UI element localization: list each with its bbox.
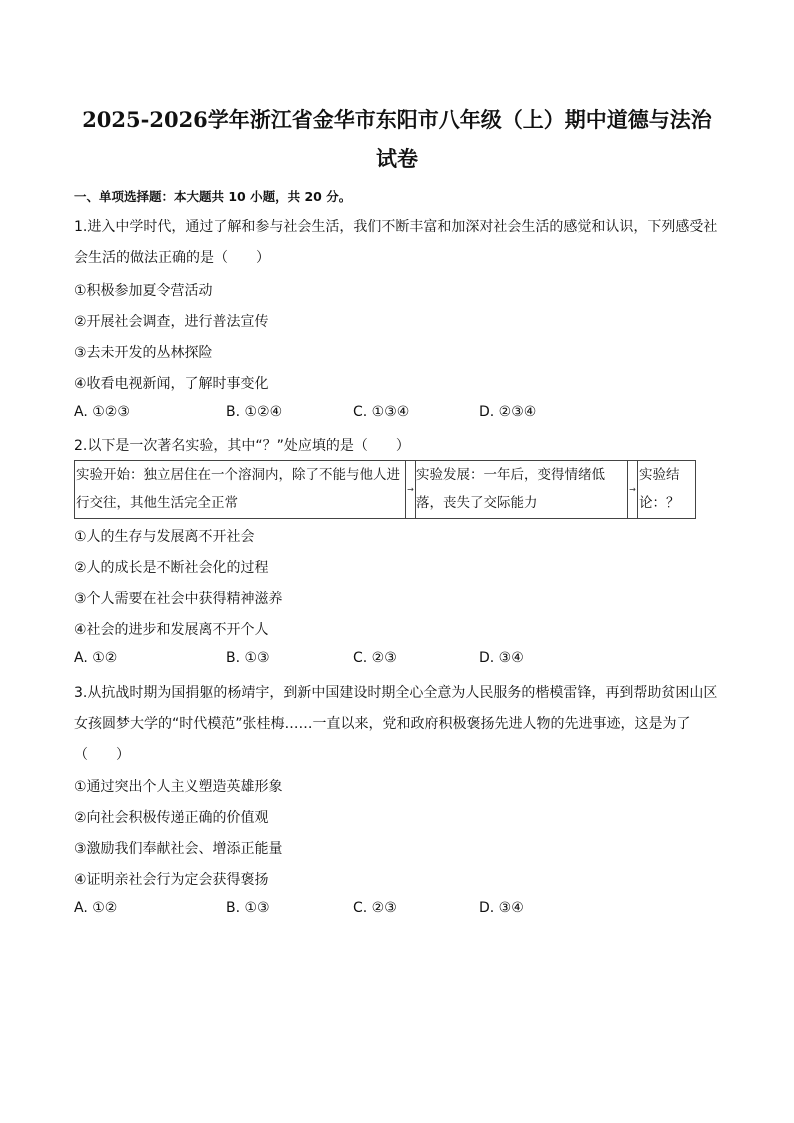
flow-arrow-icon: →: [627, 461, 638, 518]
q1-option-d[interactable]: D. ②③④: [479, 404, 537, 420]
q1-statement-1: ①积极参加夏令营活动: [74, 283, 213, 299]
q2-option-d[interactable]: D. ③④: [479, 650, 524, 666]
q2-statement-4: ④社会的进步和发展离不开个人: [74, 622, 269, 638]
q3-statement-2: ②向社会积极传递正确的价值观: [74, 810, 269, 826]
flow-box-conclusion: 实验结论：？: [639, 467, 680, 511]
q3-statement-3: ③激励我们奉献社会、增添正能量: [74, 841, 283, 857]
q1-statement-2: ②开展社会调查，进行普法宣传: [74, 314, 269, 330]
q2-options: [74, 650, 724, 670]
question-1-stem: 1.进入中学时代，通过了解和参与社会生活，我们不断丰富和加深对社会生活的感觉和认识，下列感受社会生活的做法正确的是（ ）: [74, 219, 718, 266]
q3-option-a[interactable]: A. ①②: [74, 900, 118, 916]
flow-box-development: 实验发展：一年后，变得情绪低落，丧失了交际能力: [416, 467, 605, 511]
q1-options: [74, 404, 724, 424]
page-title: 2025-2026学年浙江省金华市东阳市八年级（上）期中道德与法治试卷: [82, 107, 712, 171]
q1-option-a[interactable]: A. ①②③: [74, 404, 130, 420]
q3-option-c[interactable]: C. ②③: [353, 900, 397, 916]
q2-statement-1: ①人的生存与发展离不开社会: [74, 529, 255, 545]
question-2-stem: 2.以下是一次著名实验，其中“？”处应填的是（ ）: [74, 438, 410, 454]
flow-box-start: 实验开始：独立居住在一个溶洞内，除了不能与他人进行交往，其他生活完全正常: [76, 467, 400, 511]
q3-option-b[interactable]: B. ①③: [226, 900, 270, 916]
q2-statement-2: ②人的成长是不断社会化的过程: [74, 560, 269, 576]
q2-statement-3: ③个人需要在社会中获得精神滋养: [74, 591, 283, 607]
section-heading: 一、单项选择题：本大题共 10 小题，共 20 分。: [74, 189, 352, 204]
flow-arrow-icon: →: [405, 461, 416, 518]
q1-option-c[interactable]: C. ①③④: [353, 404, 410, 420]
q1-statement-4: ④收看电视新闻，了解时事变化: [74, 376, 269, 392]
q2-option-a[interactable]: A. ①②: [74, 650, 118, 666]
q3-statement-1: ①通过突出个人主义塑造英雄形象: [74, 779, 283, 795]
q1-statement-3: ③去未开发的丛林探险: [74, 345, 213, 361]
q2-option-b[interactable]: B. ①③: [226, 650, 270, 666]
q1-option-b[interactable]: B. ①②④: [226, 404, 283, 420]
q2-option-c[interactable]: C. ②③: [353, 650, 397, 666]
experiment-flow-table: [74, 460, 696, 519]
q3-option-d[interactable]: D. ③④: [479, 900, 524, 916]
q3-statement-4: ④证明亲社会行为定会获得褒扬: [74, 872, 269, 888]
q3-options: [74, 900, 724, 920]
question-3-stem: 3.从抗战时期为国捐躯的杨靖宇，到新中国建设时期全心全意为人民服务的楷模雷锋，再到帮助贫困山区女孩圆梦大学的“时代模范”张桂梅……一直以来，党和政府积极褒扬先进人物的先进事迹，这是为了（ ）: [74, 685, 718, 763]
